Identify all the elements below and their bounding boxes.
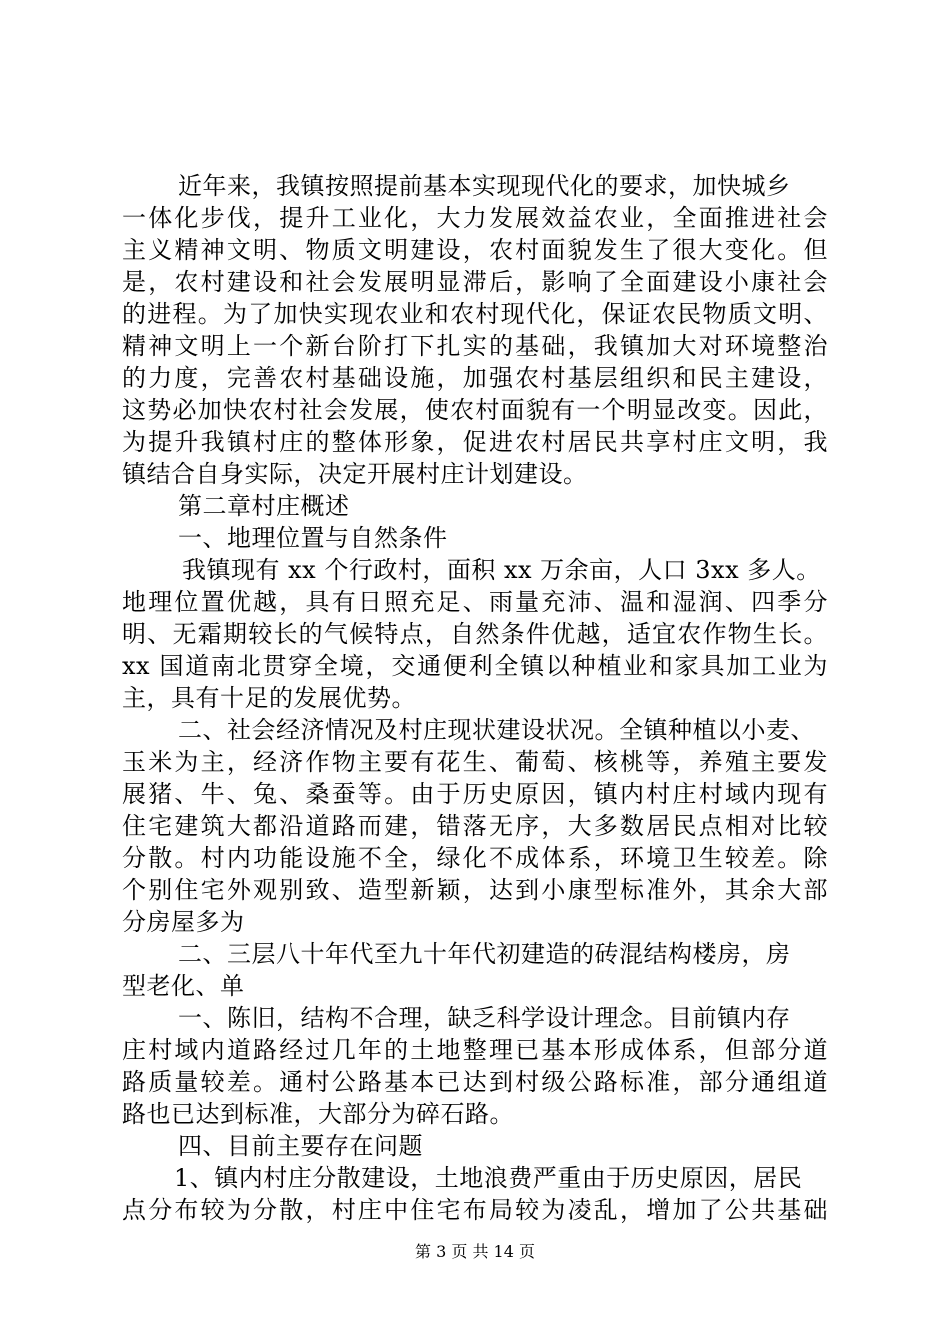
- body-line: 玉米为主，经济作物主要有花生、葡萄、核桃等，养殖主要发: [122, 748, 828, 776]
- body-line: 为提升我镇村庄的整体形象，促进农村居民共享村庄文明，我: [122, 428, 828, 456]
- body-line: 一、陈旧，结构不合理，缺乏科学设计理念。目前镇内存: [178, 1004, 791, 1032]
- chapter-heading: 第二章村庄概述: [178, 492, 350, 520]
- body-line: 庄村域内道路经过几年的土地整理已基本形成体系，但部分道: [122, 1036, 828, 1064]
- body-line: 1、镇内村庄分散建设，土地浪费严重由于历史原因，居民: [174, 1164, 803, 1192]
- body-line: 主义精神文明、物质文明建设，农村面貌发生了很大变化。但: [122, 236, 828, 264]
- body-line: 这势必加快农村社会发展，使农村面貌有一个明显改变。因此，: [122, 396, 828, 424]
- body-line: 是，农村建设和社会发展明显滞后，影响了全面建设小康社会: [122, 268, 828, 296]
- section-heading: 四、目前主要存在问题: [178, 1132, 423, 1160]
- body-line: 二、社会经济情况及村庄现状建设状况。全镇种植以小麦、: [178, 716, 815, 744]
- body-line: 路也已达到标准，大部分为碎石路。: [122, 1100, 514, 1128]
- body-line: xx 国道南北贯穿全境，交通便利全镇以种植业和家具加工业为: [122, 652, 828, 680]
- body-line: 二、三层八十年代至九十年代初建造的砖混结构楼房，房: [178, 940, 791, 968]
- body-line: 分房屋多为: [122, 908, 245, 936]
- body-line: 展猪、牛、兔、桑蚕等。由于历史原因，镇内村庄村域内现有: [122, 780, 828, 808]
- page-footer: 第 3 页 共 14 页: [415, 1242, 535, 1261]
- body-line: 个别住宅外观别致、造型新颖，达到小康型标准外，其余大部: [122, 876, 828, 904]
- body-line: 点分布较为分散，村庄中住宅布局较为凌乱，增加了公共基础: [122, 1196, 828, 1224]
- body-line: 的力度，完善农村基础设施，加强农村基层组织和民主建设，: [122, 364, 828, 392]
- body-line: 一体化步伐，提升工业化，大力发展效益农业，全面推进社会: [122, 204, 828, 232]
- body-line: 分散。村内功能设施不全，绿化不成体系，环境卫生较差。除: [122, 844, 828, 872]
- body-line: 的进程。为了加快实现农业和农村现代化，保证农民物质文明、: [122, 300, 828, 328]
- body-line: 我镇现有 xx 个行政村，面积 xx 万余亩，人口 3xx 多人。: [182, 556, 821, 584]
- section-heading: 一、地理位置与自然条件: [178, 524, 448, 552]
- body-line: 精神文明上一个新台阶打下扎实的基础，我镇加大对环境整治: [122, 332, 828, 360]
- body-line: 明、无霜期较长的气候特点，自然条件优越，适宜农作物生长。: [122, 620, 828, 648]
- body-line: 镇结合自身实际，决定开展村庄计划建设。: [122, 460, 588, 488]
- body-line: 地理位置优越，具有日照充足、雨量充沛、温和湿润、四季分: [122, 588, 828, 616]
- body-line: 住宅建筑大都沿道路而建，错落无序，大多数居民点相对比较: [122, 812, 828, 840]
- body-line: 近年来，我镇按照提前基本实现现代化的要求，加快城乡: [178, 172, 791, 200]
- body-line: 路质量较差。通村公路基本已达到村级公路标准，部分通组道: [122, 1068, 828, 1096]
- body-line: 主，具有十足的发展优势。: [122, 684, 416, 712]
- body-line: 型老化、单: [122, 972, 245, 1000]
